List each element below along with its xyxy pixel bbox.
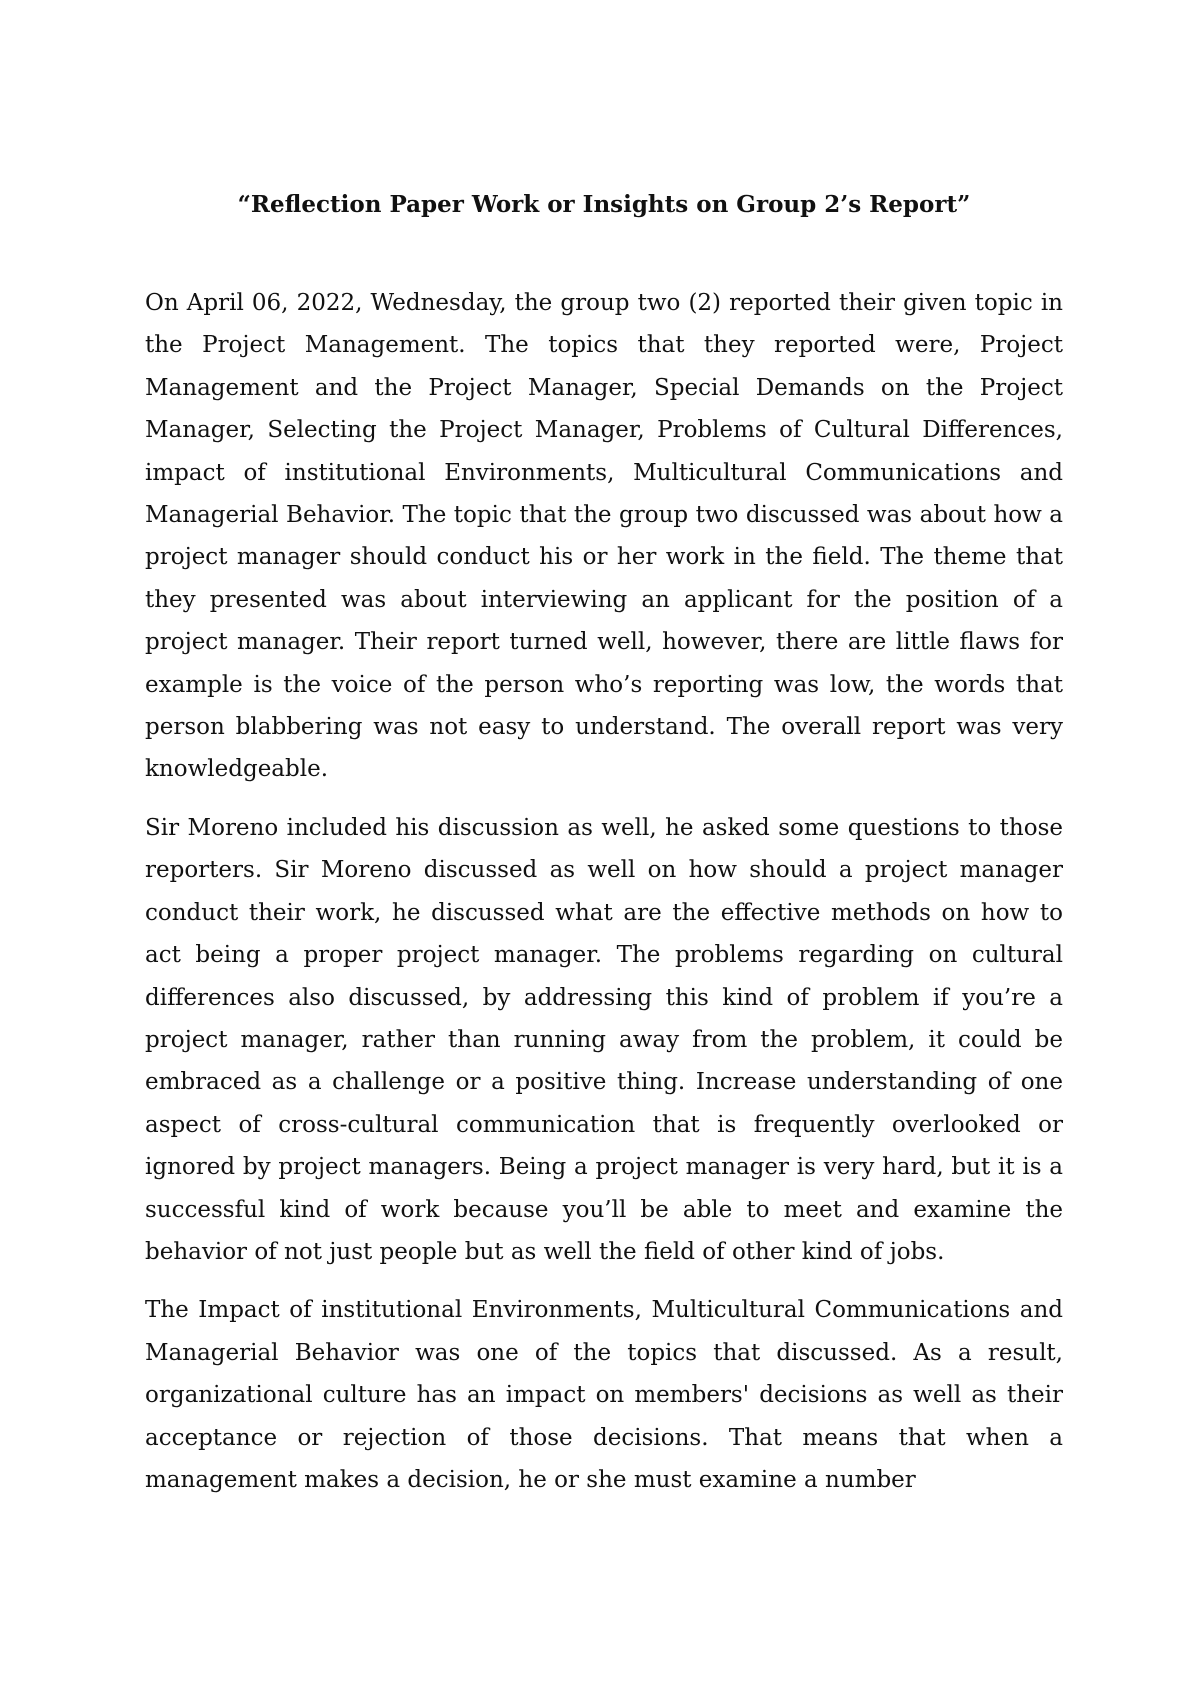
paragraph-institutional-environments: The Impact of institutional Environments, Multicultural Communications and Managerial Behavior was one of the topics that discussed. As a result, organizational culture has an impact on members' decisions as well as their acceptance or rejection of those decisions. That means that when a management makes a decision, he or she must examine a number	[145, 1297, 1063, 1493]
paragraph-sir-moreno-discussion: Sir Moreno included his discussion as well, he asked some questions to those reporters. Sir Moreno discussed as well on how should a project manager conduct their work, he discussed what are the effective methods on how to act being a proper project manager. The problems regarding on cultural differences also discussed, by addressing this kind of problem if you’re a project manager, rather than running away from the problem, it could be embraced as a challenge or a positive thing. Increase understanding of one aspect of cross-cultural communication that is frequently overlooked or ignored by project managers. Being a project manager is very hard, but it is a successful kind of work because you’ll be able to meet and examine the behavior of not just people but as well the field of other kind of jobs.	[145, 814, 1063, 1265]
document-title: “Reflection Paper Work or Insights on Group 2’s Report”	[237, 191, 971, 218]
document-body	[145, 282, 1063, 1517]
paragraph-group-report: On April 06, 2022, Wednesday, the group two (2) reported their given topic in the Project Management. The topics that they reported were, Project Management and the Project Manager, Special Demands on the Project Manager, Selecting the Project Manager, Problems of Cultural Differences, impact of institutional Environments, Multicultural Communications and Managerial Behavior. The topic that the group two discussed was about how a project manager should conduct his or her work in the field. The theme that they presented was about interviewing an applicant for the position of a project manager. Their report turned well, however, there are little flaws for example is the voice of the person who’s reporting was low, the words that person blabbering was not easy to understand. The overall report was very knowledgeable.	[145, 290, 1063, 783]
